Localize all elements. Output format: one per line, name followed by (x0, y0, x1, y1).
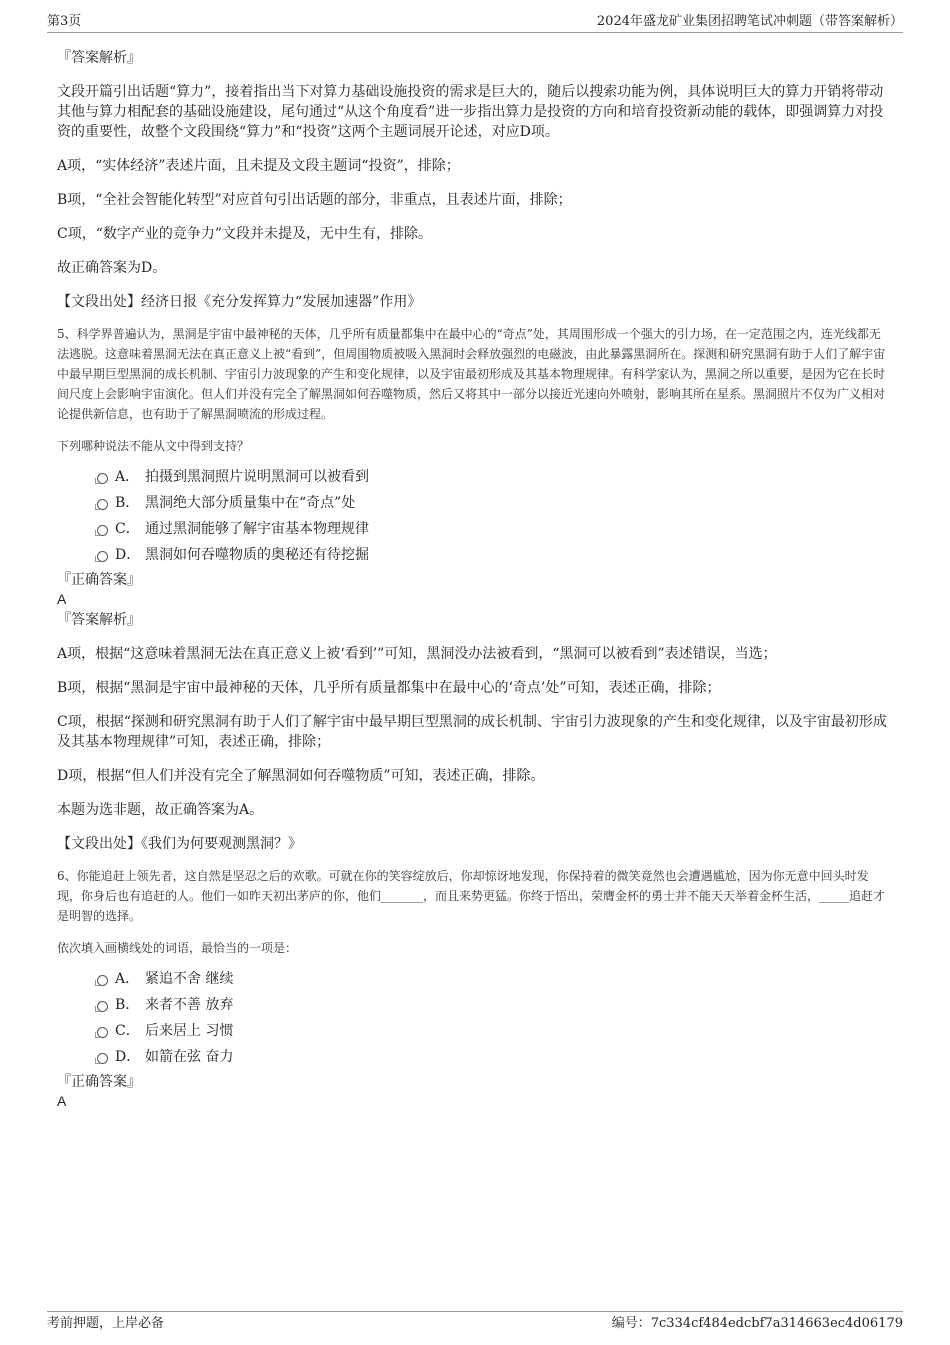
q5-option-c-analysis: C项，根据“探测和研究黑洞有助于人们了解宇宙中最早期巨型黑洞的成长机制、宇宙引力波现象的产生和变化规律，以及宇宙最初形成及其基本物理规律”可知，表述正确，排除； (57, 714, 887, 750)
q4-conclusion: 故正确答案为D。 (57, 260, 167, 276)
page-number: 第3页 (47, 14, 82, 29)
q5-option-c[interactable]: C． 通过黑洞能够了解宇宙基本物理规律 (57, 516, 887, 542)
q6-option-b[interactable]: B． 来者不善 放弃 (57, 992, 887, 1018)
q5-conclusion: 本题为选非题，故正确答案为A。 (57, 802, 264, 818)
q5-option-b[interactable]: B． 黑洞绝大部分质量集中在“奇点”处 (57, 490, 887, 516)
q5-passage: 5、科学界普遍认为，黑洞是宇宙中最神秘的天体，几乎所有质量都集中在最中心的“奇点”处，其周围形成一个强大的引力场，在一定范围之内，连光线都无法逃脱。这意味着黑洞无法在真正意义上被“看到”，但周围物质被吸入黑洞时会释放强烈的电磁波，由此暴露黑洞所在。探测和研究黑洞有助于人们了解宇宙中最早期巨型黑洞的成长机制、宇宙引力波现象的产生和变化规律，以及宇宙最初形成及其基本物理规律。有科学家认为，黑洞之所以重要，是因为它在长时间尺度上会影响宇宙演化。但人们并没有完全了解黑洞如何吞噬物质，然后又将其中一部分以接近光速向外喷射，影响其所在星系。黑洞照片不仅为广义相对论提供新信息，也有助于了解黑洞喷流的形成过程。 (57, 327, 886, 421)
q6-options (57, 966, 887, 1070)
document-code: 编号：7c334cf484edcbf7a314663ec4d06179 (611, 1316, 903, 1331)
q4-analysis-paragraph: 文段开篇引出话题“算力”，接着指出当下对算力基础设施投资的需求是巨大的，随后以搜索功能为例，具体说明巨大的算力开销将带动其他与算力相配套的基础设施建设，尾句通过“从这个角度看”进一步指出算力是投资的方向和培育投资新动能的载体，即强调算力对投资的重要性，故整个文段围绕“算力”和“投资”这两个主题词展开论述，对应D项。 (57, 84, 884, 140)
page-footer (47, 1311, 903, 1334)
q5-question: 下列哪种说法不能从文中得到支持？ (57, 439, 250, 453)
q4-source: 【文段出处】经济日报《充分发挥算力“发展加速器”作用》 (57, 294, 422, 310)
q5-option-a-analysis: A项，根据“这意味着黑洞无法在真正意义上被‘看到’”可知，黑洞没办法被看到，“黑洞可以被看到”表述错误，当选； (57, 646, 777, 662)
page-content (57, 44, 887, 1110)
q6-option-d[interactable]: D． 如箭在弦 奋力 (57, 1044, 887, 1070)
radio-icon[interactable] (97, 525, 108, 536)
radio-icon[interactable] (97, 551, 108, 562)
q6-question: 依次填入画横线处的词语，最恰当的一项是： (57, 941, 298, 955)
q6-option-c[interactable]: C． 后来居上 习惯 (57, 1018, 887, 1044)
page-header (47, 14, 903, 33)
q6-correct-answer: A (57, 1093, 67, 1109)
q4-option-c-analysis: C项，“数字产业的竞争力”文段并未提及，无中生有，排除。 (57, 226, 433, 242)
footer-slogan: 考前押题，上岸必备 (47, 1316, 165, 1331)
radio-icon[interactable] (97, 1027, 108, 1038)
q5-option-d[interactable]: D． 黑洞如何吞噬物质的奥秘还有待挖掘 (57, 542, 887, 568)
q5-correct-heading: 『正确答案』 (57, 572, 141, 588)
document-title: 2024年盛龙矿业集团招聘笔试冲刺题（带答案解析） (596, 14, 903, 29)
q4-option-b-analysis: B项，“全社会智能化转型”对应首句引出话题的部分，非重点，且表述片面，排除； (57, 192, 572, 208)
q5-option-a[interactable]: A． 拍摄到黑洞照片说明黑洞可以被看到 (57, 464, 887, 490)
q5-correct-answer: A (57, 591, 67, 607)
q4-analysis-heading: 『答案解析』 (57, 50, 141, 66)
radio-icon[interactable] (97, 473, 108, 484)
radio-icon[interactable] (97, 975, 108, 986)
q6-correct-heading: 『正确答案』 (57, 1074, 141, 1090)
radio-icon[interactable] (97, 1001, 108, 1012)
radio-icon[interactable] (97, 1053, 108, 1064)
q5-option-b-analysis: B项，根据“黑洞是宇宙中最神秘的天体，几乎所有质量都集中在最中心的‘奇点’处”可知，表述正确，排除； (57, 680, 721, 696)
q5-option-d-analysis: D项，根据“但人们并没有完全了解黑洞如何吞噬物质”可知，表述正确，排除。 (57, 768, 545, 784)
q6-passage: 6、你能追赶上领先者，这自然是坚忍之后的欢歌。可就在你的笑容绽放后，你却惊讶地发现，你保持着的微笑竟然也会遭遇尴尬，因为你无意中回头时发现，你身后也有追赶的人。他们一如昨天初出茅庐的你，他们_______，而且来势更猛。你终于悟出，荣膺金杯的勇士并不能天天举着金杯生活，_____追赶才是明智的选择。 (57, 869, 886, 923)
q5-options (57, 464, 887, 568)
q6-option-a[interactable]: A． 紧追不舍 继续 (57, 966, 887, 992)
q4-option-a-analysis: A项，“实体经济”表述片面，且未提及文段主题词“投资”，排除； (57, 158, 460, 174)
q5-analysis-heading: 『答案解析』 (57, 612, 141, 628)
radio-icon[interactable] (97, 499, 108, 510)
q5-source: 【文段出处】《我们为何要观测黑洞？》 (57, 836, 302, 852)
